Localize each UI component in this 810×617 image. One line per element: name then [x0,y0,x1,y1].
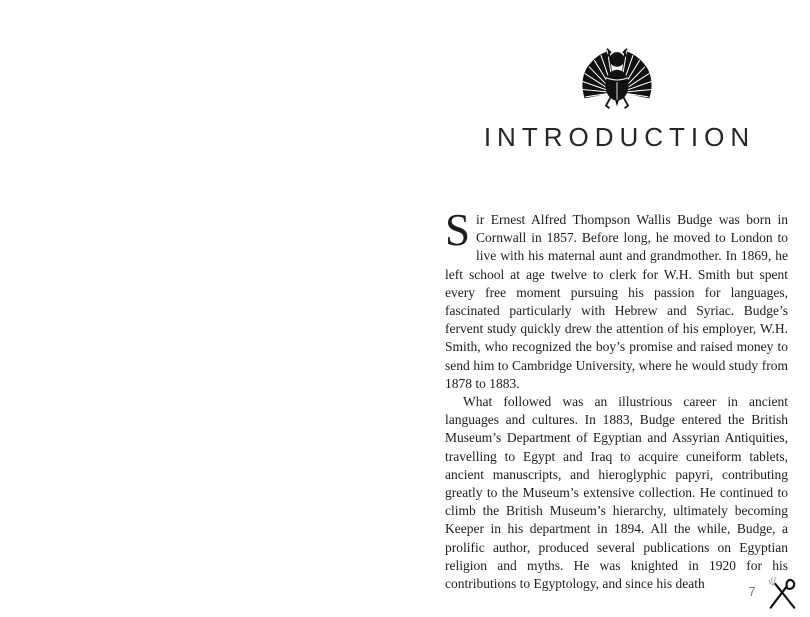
chapter-page [445,0,788,617]
drop-cap: S [445,205,471,255]
paragraph-1-text: ir Ernest Alfred Thompson Wallis Budge was born in Cornwall in 1857. Before long, he moved to London to live with his maternal aunt and grandmother. In 1869, he left school at age twelve to clerk for W.H. Smith but spent every free moment pursuing his passion for languages, fascinated particularly with Hebrew and Syriac. Budge’s fervent study quickly drew the attention of his employer, W.H. Smith, who recognized the boy’s promise and raised money to send him to Cambridge University, where he would study from 1878 to 1883. [445,212,788,391]
page-number: 7 [748,584,756,599]
winged-scarab-icon [579,47,655,113]
body-text [445,205,788,593]
paragraph-2: What followed was an illustrious career in ancient languages and cultures. In 1883, Budge entered the British Museum’s Department of Egyptian and Assyrian Antiquities, travelling to Egypt and Iraq to acquire cuneiform tablets, ancient manuscripts, and hieroglyphic papyri, contributing greatly to the Museum’s extensive collection. He continued to climb the British Museum’s hierarchy, ultimately becoming Keeper in his department in 1894. All the while, Budge, a prolific author, produced several publications on Egyptian religion and myths. He was knighted in 1920 for his contributions to Egyptology, and since his death [445,394,788,592]
paragraph-1 [445,205,788,393]
crook-and-flail-icon [766,576,798,611]
chapter-title: INTRODUCTION [483,122,756,152]
